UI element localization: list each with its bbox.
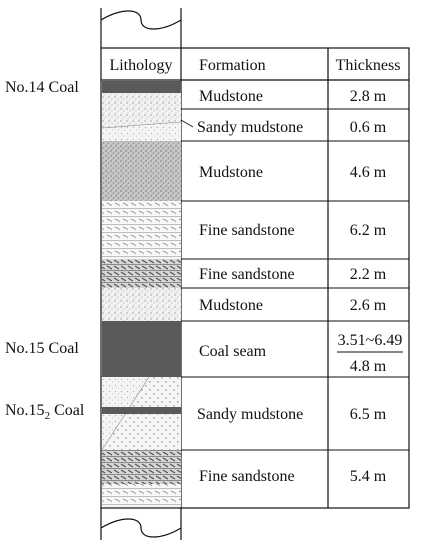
core-top-stub [101,8,181,48]
formation-row-7: Coal seam [199,343,267,360]
lithology-column [102,81,181,507]
formation-row-9: Fine sandstone [199,468,295,485]
thickness-row-7: 4.8 m [349,358,387,375]
thickness-row-2: 0.6 m [349,119,387,136]
layer-fine-sandstone-3-lower [102,484,181,507]
layer-fine-sandstone-3 [102,450,181,484]
coal-label-no15-2-suffix: Coal [50,402,85,419]
coal-label-no15-2-main: No.15 [5,402,45,419]
formation-row-5: Fine sandstone [199,266,295,283]
header-lithology: Lithology [109,57,173,74]
thickness-row-6: 2.6 m [349,297,387,314]
thickness-row-5: 2.2 m [349,266,387,283]
layer-coal-seam [102,321,181,377]
layer-no14-coal [102,81,181,93]
thickness-row-4: 6.2 m [349,222,387,239]
coal-label-no15-2-sub: 2 [44,410,51,422]
layer-no15-2-coal [102,407,181,414]
coal-label-no15-2 [5,402,85,422]
formation-row-1: Mudstone [199,88,263,105]
formation-row-4: Fine sandstone [199,222,295,239]
thickness-row-7-range: 3.51~6.49 [337,332,403,349]
layer-fine-sandstone-1 [102,201,181,259]
header-thickness: Thickness [335,57,401,74]
layer-mudstone-2 [102,141,181,201]
thickness-row-8: 6.5 m [349,406,387,423]
layer-fine-sandstone-2 [102,259,181,288]
thickness-row-3: 4.6 m [349,164,387,181]
header-formation: Formation [199,57,266,74]
coal-label-no14: No.14 Coal [5,79,79,96]
core-bottom-stub [101,508,181,540]
coal-label-no15: No.15 Coal [5,340,79,357]
formation-row-6: Mudstone [199,297,263,314]
thickness-row-1: 2.8 m [349,88,387,105]
layer-mudstone-3 [102,288,181,321]
thickness-row-9: 5.4 m [349,468,387,485]
formation-row-8: Sandy mudstone [197,406,304,423]
formation-row-3: Mudstone [199,164,263,181]
formation-row-2: Sandy mudstone [197,119,304,136]
